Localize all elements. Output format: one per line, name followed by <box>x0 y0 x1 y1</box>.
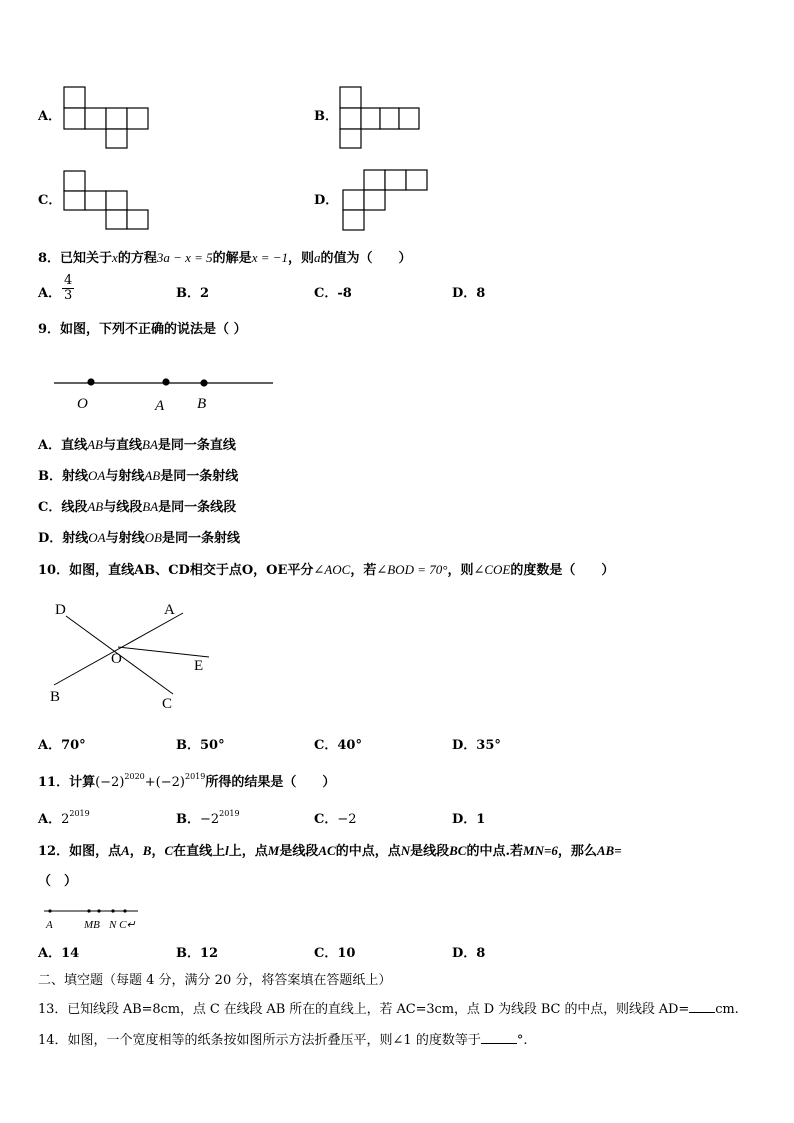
q8-option-c: C．-8 <box>314 286 352 301</box>
q10-option-a: A．70° <box>38 738 86 753</box>
q10-stem: 10．如图，直线AB、CD相交于点O，OE平分∠AOC，若∠BOD = 70°，则∠COE的度数是（ ） <box>38 562 615 578</box>
q11-option-a: A．$2^{2019}$ <box>38 809 90 827</box>
q11-option-c: C．−2 <box>314 812 357 827</box>
q13-stem: 13．已知线段 AB=8cm，点 C 在线段 AB 所在的直线上，若 AC=3cm，点 D 为线段 BC 的中点，则线段 AD= cm. <box>38 999 739 1018</box>
q9-label-b: B <box>197 396 207 412</box>
q12-option-b: B．12 <box>176 946 219 961</box>
q7-option-c-label: C． <box>38 193 62 208</box>
q11-option-d: D．1 <box>452 812 486 827</box>
q10-label-c: C <box>162 696 173 712</box>
q12-paren: （ ） <box>38 874 78 889</box>
q7-option-b-label: B． <box>314 109 338 124</box>
q13-answer-blank[interactable] <box>689 999 715 1013</box>
q10-option-d: D．35° <box>452 738 501 753</box>
q14-stem: 14．如图，一个宽度相等的纸条按如图所示方法折叠压平，则∠1 的度数等于 °. <box>38 1030 527 1049</box>
q12-stem: 12．如图，点A，B，C在直线上l上，点M是线段AC的中点，点N是线段BC的中点.若MN=6，那么AB= <box>38 843 622 859</box>
q9-option-a: A．直线AB与直线BA是同一条直线 <box>38 437 236 453</box>
q10-label-o: O <box>111 651 122 667</box>
q9-label-o: O <box>77 396 88 412</box>
q12-option-d: D．8 <box>452 946 486 961</box>
section-2-heading: 二、填空题（每题 4 分，满分 20 分，将答案填在答题纸上） <box>38 973 392 988</box>
q12-label-mb: MB <box>84 919 100 931</box>
q11-stem: 11．计算$(-2)^{2020}+(-2)^{2019}$所得的结果是（ ） <box>38 772 336 790</box>
q9-option-d: D．射线OA与射线OB是同一条射线 <box>38 530 240 546</box>
q10-label-b: B <box>50 689 61 705</box>
q8-option-a-fraction: $\frac{4}{3}$ <box>64 273 73 303</box>
q9-option-b: B．射线OA与射线AB是同一条射线 <box>38 468 239 484</box>
q9-label-a: A <box>155 398 165 414</box>
q8-option-a: A． <box>38 286 62 301</box>
q14-answer-blank[interactable] <box>481 1030 517 1044</box>
q10-label-e: E <box>194 658 204 674</box>
q10-label-a: A <box>164 602 175 618</box>
q8-option-b: B．2 <box>176 286 210 301</box>
q12-option-c: C．10 <box>314 946 356 961</box>
q7-option-a-label: A． <box>38 109 62 124</box>
q12-label-nc: N C↵ <box>109 919 136 931</box>
q10-label-d: D <box>55 602 66 618</box>
q10-option-c: C．40° <box>314 738 362 753</box>
q12-option-a: A．14 <box>38 946 80 961</box>
q8-option-d: D．8 <box>452 286 486 301</box>
q9-stem: 9．如图，下列不正确的说法是（ ） <box>38 322 247 337</box>
q9-option-c: C．线段AB与线段BA是同一条线段 <box>38 499 237 515</box>
q10-option-b: B．50° <box>176 738 225 753</box>
q7-option-d-label: D． <box>314 193 339 208</box>
q8-stem: 8．已知关于x的方程3a − x = 5的解是x = −1，则a的值为（ ） <box>38 250 412 266</box>
q12-label-a: A <box>46 919 53 931</box>
q11-option-b: B．$-2^{2019}$ <box>176 809 240 827</box>
